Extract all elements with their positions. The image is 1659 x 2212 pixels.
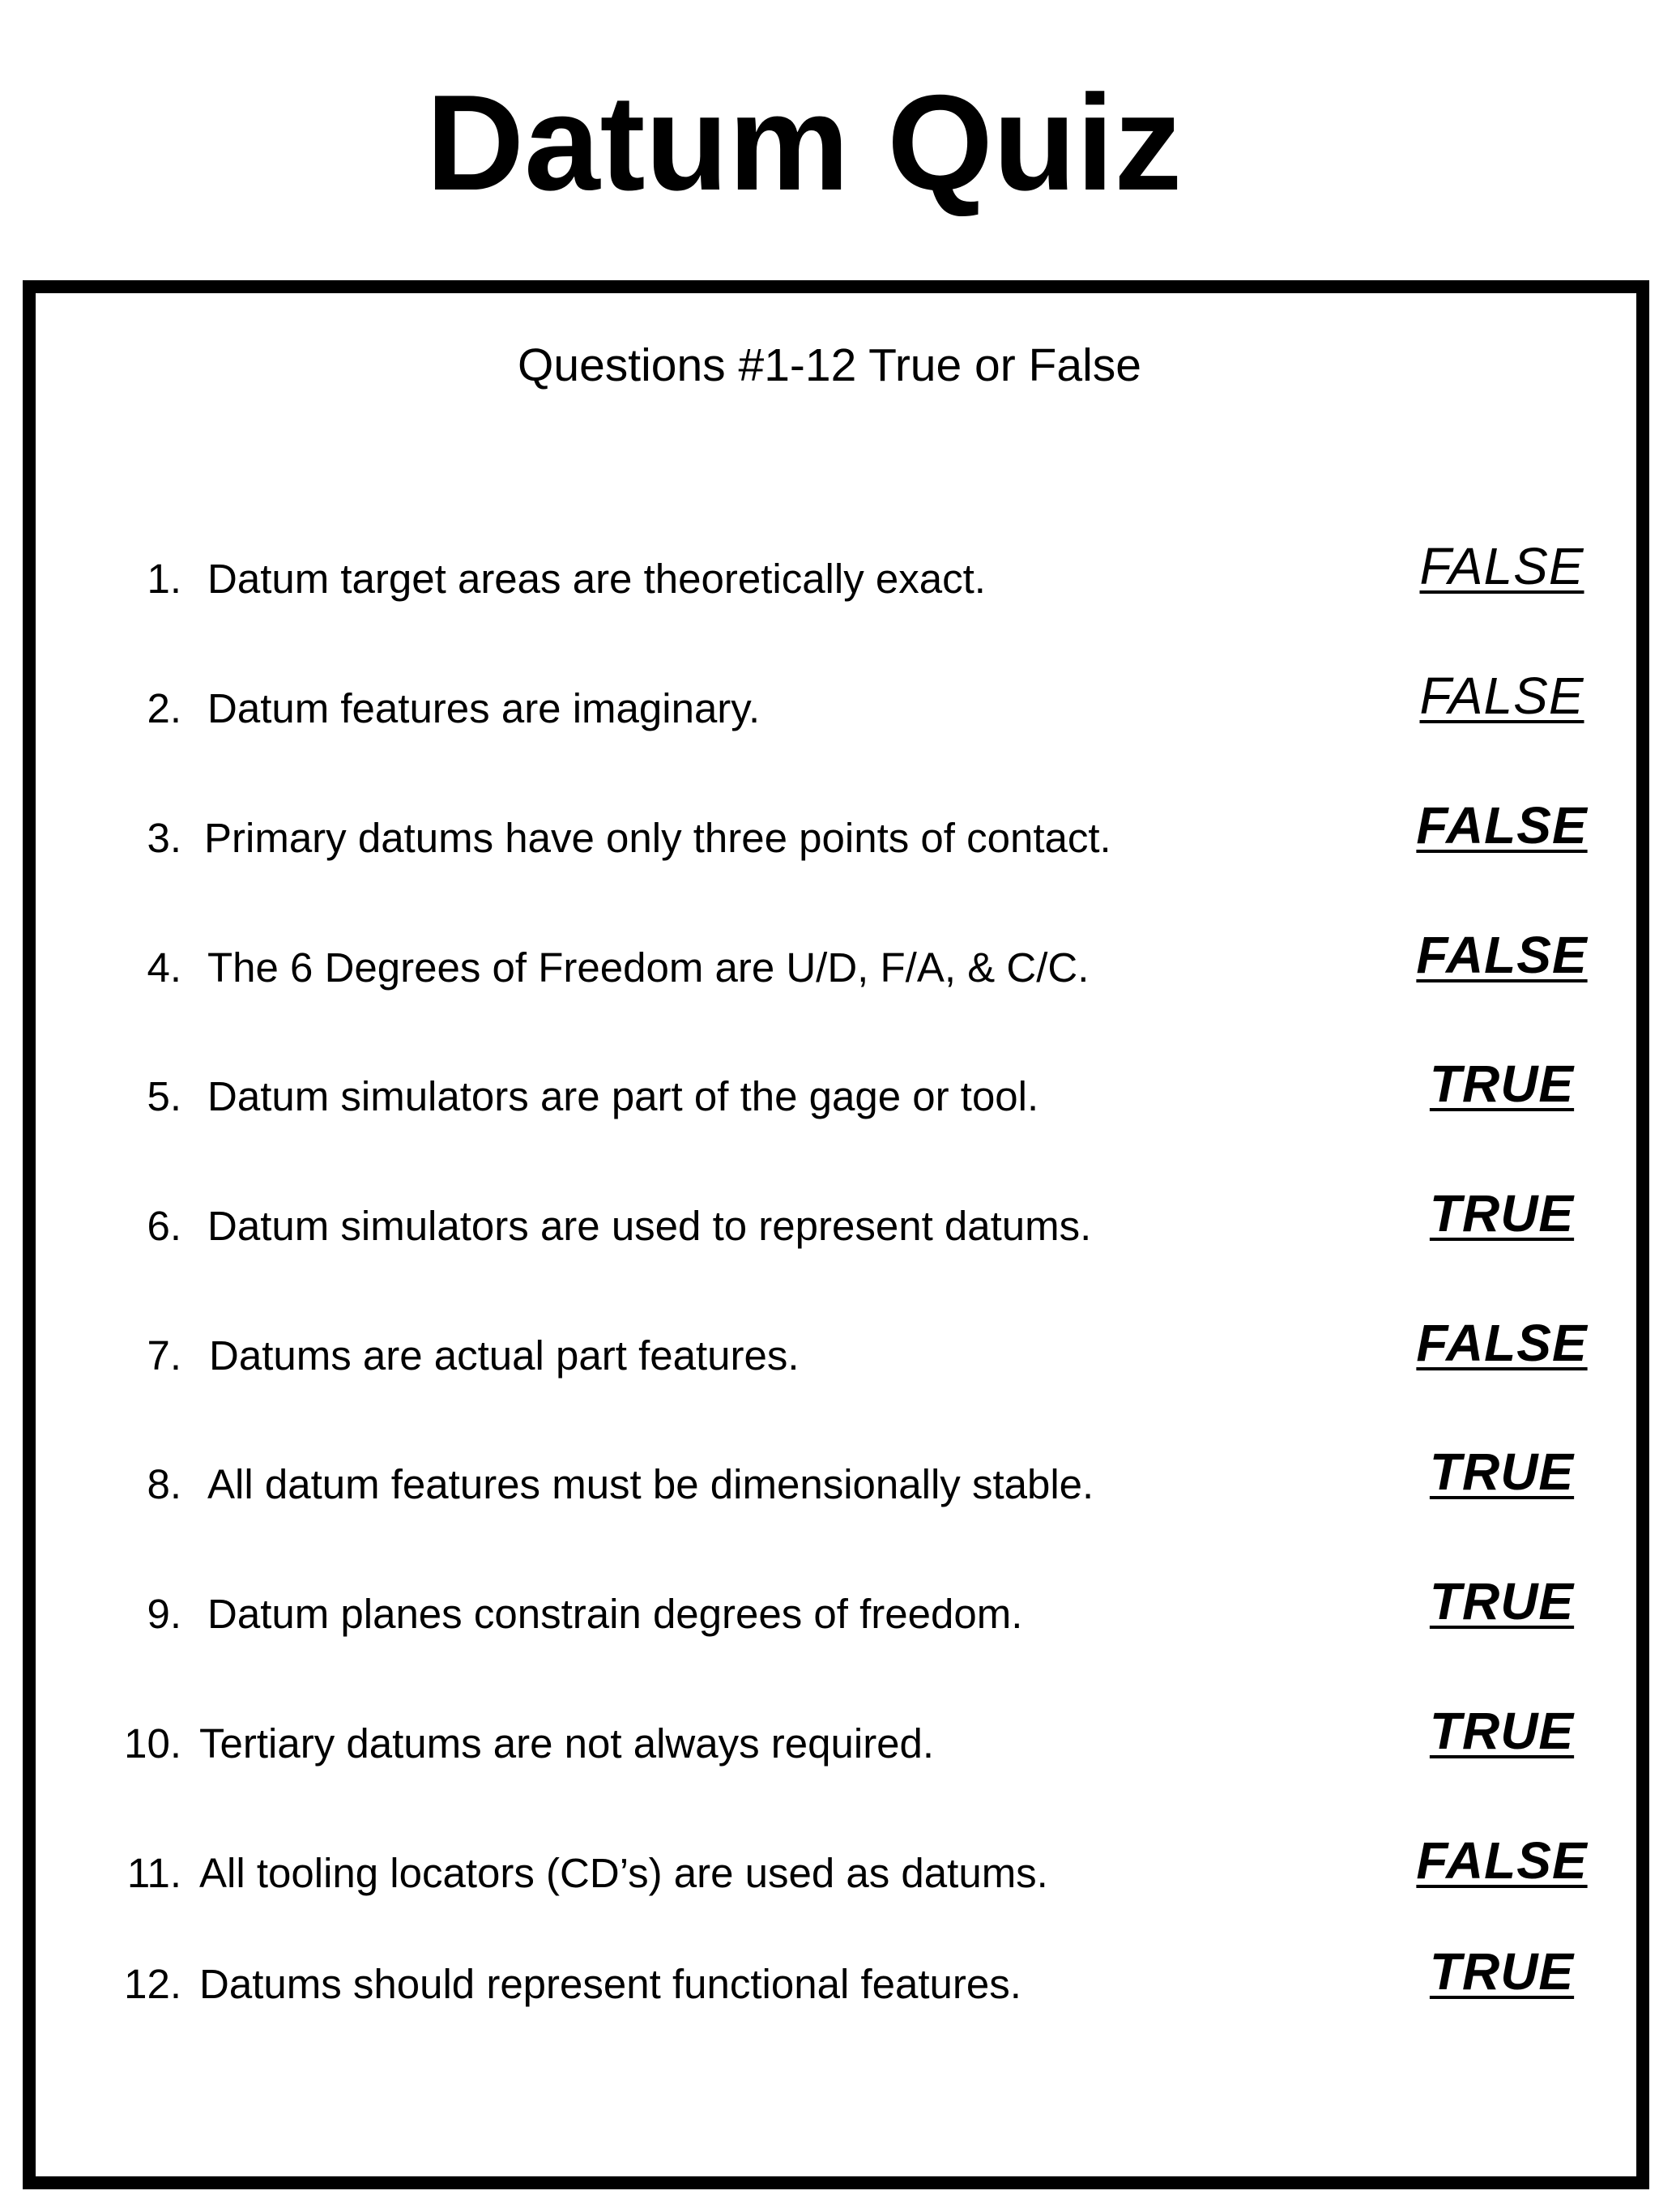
question-12 (36, 1942, 1623, 2027)
question-number: 7. (147, 1332, 181, 1379)
answer-label: FALSE (1416, 796, 1588, 855)
question-number: 8. (147, 1461, 181, 1507)
answer-label: TRUE (1429, 1702, 1575, 1760)
question-text: Datum planes constrain degrees of freedom. (207, 1591, 1023, 1637)
question-number: 3. (147, 815, 181, 861)
question-6 (36, 1184, 1623, 1268)
answer-label: TRUE (1429, 1055, 1575, 1113)
question-3 (36, 796, 1623, 880)
question-text: The 6 Degrees of Freedom are U/D, F/A, & C/C. (207, 944, 1090, 991)
answer-label: FALSE (1416, 1314, 1588, 1372)
question-text: Datum simulators are used to represent datums. (207, 1203, 1092, 1249)
quiz-subtitle: Questions #1-12 True or False (518, 339, 1141, 391)
answer-label: FALSE (1419, 667, 1584, 725)
question-text: Tertiary datums are not always required. (199, 1720, 935, 1767)
question-10 (36, 1702, 1623, 1786)
question-number: 5. (147, 1073, 181, 1119)
question-number: 10. (124, 1720, 181, 1767)
question-text: Datum features are imaginary. (207, 685, 761, 731)
question-4 (36, 926, 1623, 1010)
question-text: All tooling locators (CD’s) are used as datums. (199, 1850, 1048, 1896)
page-title: Datum Quiz (425, 66, 1183, 219)
question-text: Datums should represent functional features. (199, 1961, 1021, 2007)
question-7 (36, 1314, 1623, 1398)
question-number: 11. (126, 1850, 181, 1896)
question-number: 9. (147, 1591, 181, 1637)
question-1 (36, 537, 1623, 621)
question-text: All datum features must be dimensionally stable. (207, 1461, 1094, 1507)
question-text: Datum target areas are theoretically exact. (207, 556, 986, 602)
question-number: 2. (147, 685, 181, 731)
answer-label: TRUE (1429, 1942, 1575, 2001)
question-11 (36, 1831, 1623, 1916)
question-text: Datum simulators are part of the gage or tool. (207, 1073, 1039, 1119)
answer-label: TRUE (1429, 1443, 1575, 1501)
question-number: 6. (147, 1203, 181, 1249)
question-text: Datums are actual part features. (209, 1332, 800, 1379)
question-8 (36, 1443, 1623, 1527)
question-9 (36, 1572, 1623, 1656)
question-number: 1. (147, 556, 181, 602)
answer-label: TRUE (1429, 1572, 1575, 1630)
answer-label: FALSE (1419, 537, 1584, 595)
question-2 (36, 667, 1623, 751)
answer-label: TRUE (1429, 1184, 1575, 1242)
question-5 (36, 1055, 1623, 1139)
question-number: 4. (147, 944, 181, 991)
question-number: 12. (124, 1961, 181, 2007)
answer-label: FALSE (1416, 926, 1588, 984)
question-text: Primary datums have only three points of contact. (204, 815, 1111, 861)
answer-label: FALSE (1416, 1831, 1588, 1890)
quiz-box (23, 280, 1649, 2189)
